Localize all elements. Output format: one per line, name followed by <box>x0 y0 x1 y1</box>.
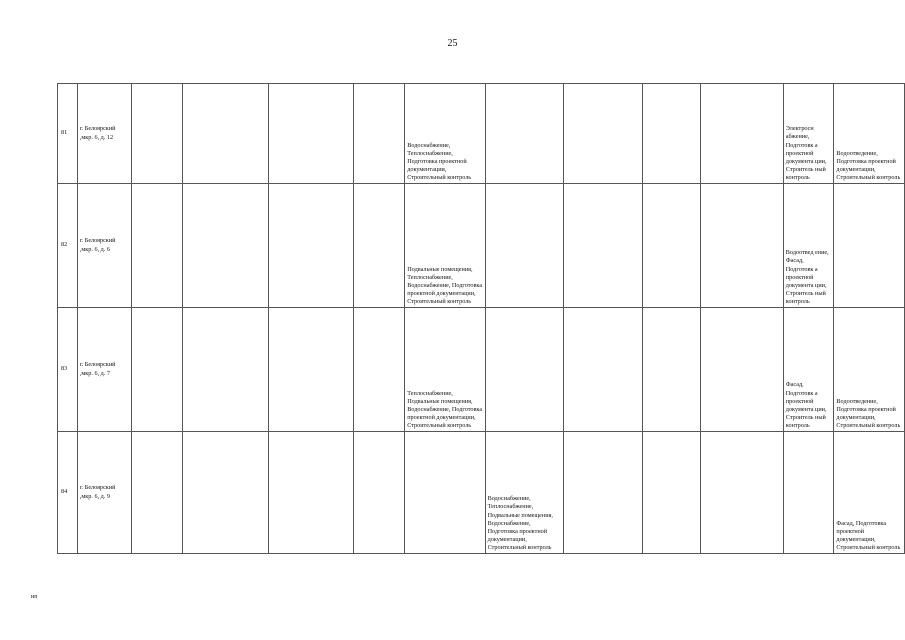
row-number: 82 <box>58 184 78 308</box>
table-row <box>58 184 905 308</box>
empty-cell <box>132 84 183 184</box>
address-cell: г. Белоярский ,мкр. 6, д. 7 <box>77 308 132 432</box>
empty-cell <box>132 184 183 308</box>
address-cell: г. Белоярский ,мкр. 6, д. 9 <box>77 432 132 554</box>
empty-cell <box>643 432 701 554</box>
works-cell: Водоотведение, Подготовка проектной документации, Строительный контроль <box>834 84 905 184</box>
works-table <box>57 83 905 554</box>
works-cell: Электросн абжение, Подготовк а проектной документа ции, Строитель ный контроль <box>783 84 834 184</box>
works-cell <box>405 432 485 554</box>
empty-cell <box>701 432 783 554</box>
row-number: 81 <box>58 84 78 184</box>
empty-cell <box>354 308 405 432</box>
empty-cell <box>643 184 701 308</box>
table-row <box>58 84 905 184</box>
empty-cell <box>643 308 701 432</box>
row-number: 83 <box>58 308 78 432</box>
empty-cell <box>132 308 183 432</box>
empty-cell <box>183 432 268 554</box>
address-cell: г. Белоярский ,мкр. 6, д. 12 <box>77 84 132 184</box>
works-cell: Водоснабжение, Теплоснабжение, Подвальные помещения, Водоснабжение, Подготовка проектной документации, Строительный контроль <box>485 432 563 554</box>
table-row <box>58 432 905 554</box>
empty-cell <box>268 84 353 184</box>
works-cell: Водоотвед ение, Фасад, Подготовк а проектной документа ции, Строитель ный контроль <box>783 184 834 308</box>
empty-cell <box>564 432 643 554</box>
empty-cell <box>354 84 405 184</box>
works-cell: Водоотведение, Подготовка проектной документации, Строительный контроль <box>834 308 905 432</box>
works-cell <box>834 184 905 308</box>
empty-cell <box>268 308 353 432</box>
empty-cell <box>132 432 183 554</box>
works-cell <box>485 184 563 308</box>
footer-mark: ип <box>31 594 38 600</box>
empty-cell <box>564 184 643 308</box>
empty-cell <box>564 84 643 184</box>
empty-cell <box>701 84 783 184</box>
works-cell <box>783 432 834 554</box>
works-cell: Теплоснабжение, Подвальные помещения, Водоснабжение, Подготовка проектной документации, Строительный контроль <box>405 308 485 432</box>
empty-cell <box>268 184 353 308</box>
works-cell: Фасад, Подготовк а проектной документа ции, Строитель ный контроль <box>783 308 834 432</box>
table-row <box>58 308 905 432</box>
page-number: 25 <box>447 38 458 49</box>
works-cell <box>485 308 563 432</box>
row-number: 84 <box>58 432 78 554</box>
empty-cell <box>354 184 405 308</box>
empty-cell <box>183 184 268 308</box>
works-cell: Фасад, Подготовка проектной документации, Строительный контроль <box>834 432 905 554</box>
address-cell: г. Белоярский ,мкр. 6, д. 6 <box>77 184 132 308</box>
empty-cell <box>701 184 783 308</box>
empty-cell <box>183 84 268 184</box>
empty-cell <box>354 432 405 554</box>
works-cell: Водоснабжение, Теплоснабжение, Подготовка проектной документации, Строительный контроль <box>405 84 485 184</box>
works-cell: Подвальные помещения, Теплоснабжение, Водоснабжение, Подготовка проектной документации, Строительный контроль <box>405 184 485 308</box>
works-cell <box>485 84 563 184</box>
empty-cell <box>183 308 268 432</box>
empty-cell <box>564 308 643 432</box>
empty-cell <box>268 432 353 554</box>
empty-cell <box>701 308 783 432</box>
empty-cell <box>643 84 701 184</box>
